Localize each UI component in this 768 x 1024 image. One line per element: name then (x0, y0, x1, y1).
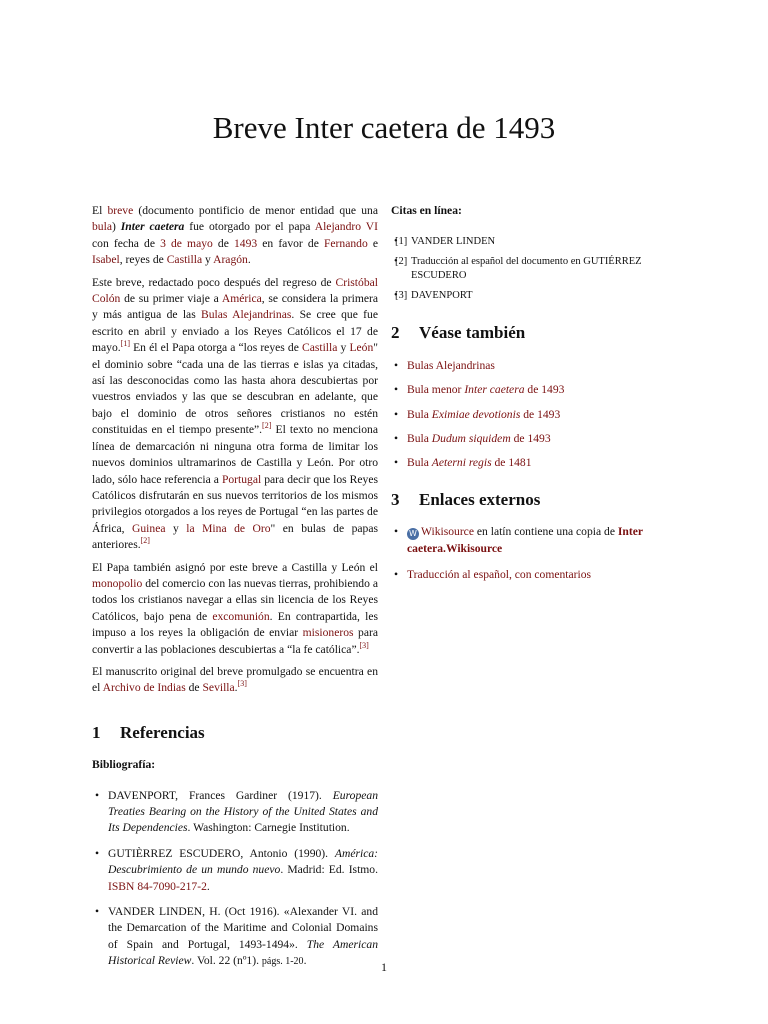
link-aragon[interactable]: Aragón (213, 253, 248, 267)
link-fernando[interactable]: Fernando (323, 236, 368, 250)
list-item: • [2] Traducción al español del documento en GUTIÉRREZ ESCUDERO (391, 255, 685, 283)
link-1493[interactable]: 1493 (233, 236, 258, 250)
page-title: Breve Inter caetera de 1493 (212, 110, 556, 145)
section-heading-vease-tambien: 2 Véase también (391, 323, 526, 343)
list-item: • VANDER LINDEN, H. (Oct 1916). «Alexander VI. and the Demarcation of the Maritime and Colonial Domains of Spain and Portugal, 1493-1494». The American Historical Review. Vol. 22 (nº1). págs. 1-20. (92, 904, 378, 971)
link-sevilla[interactable]: Sevilla (202, 681, 235, 695)
link-bula-inter-caetera[interactable]: Bula menor Inter caetera de 1493 (407, 383, 565, 397)
page-number: 1 (381, 960, 387, 974)
paragraph-monopoly: El Papa también asignó por este breve a Castilla y León el monopolio del comercio con las nuevas tierras, prohibiendo a todos los cristianos navegar a ellas sin licencia de los Reyes Católicos, bajo pena de excomunión. En contrapartida, les impuso a los reyes la obligación de enviar misioneros para convertir a las poblaciones descubiertas a “la fe católica”.[3] (92, 560, 379, 656)
see-also-list (391, 358, 685, 472)
list-item: • DAVENPORT, Frances Gardiner (1917). European Treaties Bearing on the History of the United States and Its Dependencies. Washington: Carnegie Institution. (92, 788, 378, 837)
link-isabel[interactable]: Isabel (92, 253, 120, 267)
link-portugal[interactable]: Portugal (221, 472, 262, 486)
link-bula[interactable]: bula (92, 220, 112, 234)
link-mina-de-oro[interactable]: la Mina de Oro (186, 521, 271, 535)
link-america[interactable]: América (221, 292, 262, 306)
citation-ref[interactable]: [3] (237, 679, 247, 689)
link-leon[interactable]: León (349, 341, 374, 355)
list-item: • [1] VANDER LINDEN (391, 235, 685, 249)
link-alejandro-vi[interactable]: Alejandro VI (314, 220, 379, 234)
link-bula-dudum[interactable]: Bula Dudum siquidem de 1493 (407, 432, 551, 446)
right-column (391, 203, 685, 593)
link-wikisource[interactable]: Wikisource (421, 525, 474, 539)
link-bula-aeterni[interactable]: Bula Aeterni regis de 1481 (407, 456, 532, 470)
link-excomunion[interactable]: excomunión (212, 609, 270, 623)
list-item: • GUTIÈRREZ ESCUDERO, Antonio (1990). América: Descubrimiento de un mundo nuevo. Madrid: Ed. Istmo. ISBN 84-7090-217-2. (92, 846, 378, 895)
link-colon[interactable]: Cristóbal Colón (92, 275, 378, 306)
section-heading-referencias: 1 Referencias (92, 722, 205, 742)
list-item (391, 567, 685, 583)
list-item: • [3] DAVENPORT (391, 289, 685, 303)
link-wikisource-2[interactable]: .Wikisource (443, 541, 503, 555)
citation-ref[interactable]: [1] (120, 339, 130, 349)
link-traduccion[interactable]: Traducción al español, con comentarios (407, 568, 592, 582)
bibliography-label: Bibliografía: (92, 758, 156, 772)
link-misioneros[interactable]: misioneros (302, 626, 354, 640)
external-links-list (391, 524, 685, 583)
wikisource-icon: W (407, 528, 419, 540)
section-heading-enlaces-externos: 3 Enlaces externos (391, 489, 541, 509)
paragraph-intro: El breve (documento pontificio de menor entidad que una bula) Inter caetera fue otorgado por el papa Alejandro VI con fecha de 3 de mayo de 1493 en favor de Fernando e Isabel, reyes de Castilla y Aragón. (92, 204, 379, 267)
link-breve[interactable]: breve (107, 204, 134, 217)
link-monopolio[interactable]: monopolio (92, 576, 143, 590)
link-isbn[interactable]: ISBN 84-7090-217-2 (108, 879, 207, 893)
list-item (391, 358, 685, 374)
link-bulas-alejandrinas-2[interactable]: Bulas Alejandrinas (407, 358, 495, 372)
list-item (391, 407, 685, 423)
citation-ref[interactable]: [3] (359, 640, 369, 650)
link-castilla-2[interactable]: Castilla (301, 341, 338, 355)
left-column (92, 203, 378, 980)
citations-label: Citas en línea: (391, 204, 462, 217)
link-inter-caetera-text[interactable]: Inter caetera (407, 525, 643, 555)
list-item (391, 382, 685, 398)
list-item: • W Wikisource en latín contiene una copia de Inter caetera.Wikisource (391, 524, 685, 557)
link-castilla[interactable]: Castilla (166, 253, 203, 267)
citation-ref[interactable]: [2] (140, 536, 150, 546)
link-3-de-mayo[interactable]: 3 de mayo (160, 236, 213, 250)
bibliography-list (92, 788, 378, 971)
citation-ref[interactable]: [2] (262, 421, 272, 431)
paragraph-history: Este breve, redactado poco después del regreso de Cristóbal Colón de su primer viaje a América, se considera la primera y más antigua de las Bulas Alejandrinas. Se cree que fue escrito en abril y enviado a los Reyes Católicos el 17 de mayo.[1] En él el Papa otorga a “los reyes de Castilla y León" el dominio sobre “cada una de las tierras e islas ya citadas, así las desconocidas como las hasta ahora descubiertas por vuestros enviados y las que se descubran en adelante, que bajo el dominio de otros señores cristianos no estén constituidas en el tiempo presente”.[2] El texto no menciona línea de demarcación ni ninguna otra forma de limitar los nuevos dominios ultramarinos de Castilla y León. Por otro lado, sólo hace referencia a Portugal para decir que los Reyes Católicos disfrutarán en sus nuevos territorios de los mismos privilegios otorgados a los reyes de Portugal “en las partes de África, Guinea y la Mina de Oro" en bulas de papas anteriores.[2] (92, 275, 378, 552)
paragraph-manuscript: El manuscrito original del breve promulgado se encuentra en el Archivo de Indias de Sevilla.[3] (92, 664, 378, 695)
link-bula-eximiae[interactable]: Bula Eximiae devotionis de 1493 (407, 407, 561, 421)
citations-list (391, 235, 685, 303)
link-bulas-alejandrinas[interactable]: Bulas Alejandrinas (201, 308, 292, 322)
list-item (391, 455, 685, 471)
link-archivo-de-indias[interactable]: Archivo de Indias (102, 681, 186, 695)
link-guinea[interactable]: Guinea (132, 521, 166, 535)
list-item (391, 431, 685, 447)
